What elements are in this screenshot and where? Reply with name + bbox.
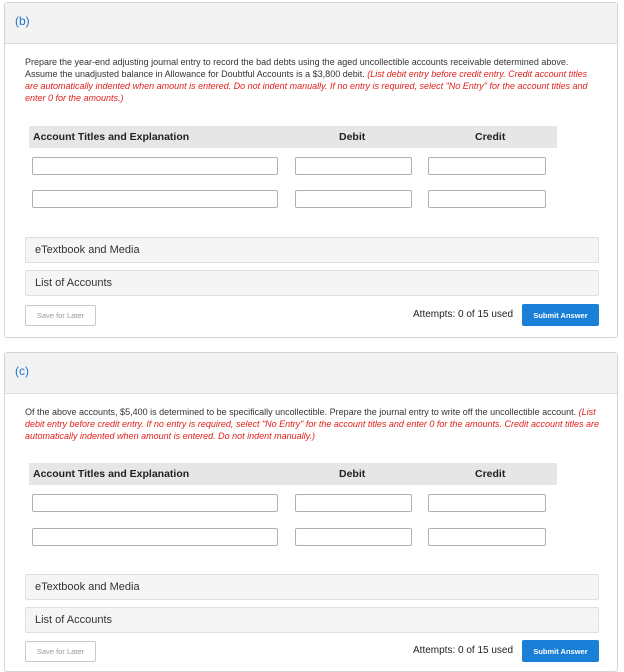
account-title-input-2[interactable] bbox=[32, 190, 278, 208]
header-debit: Debit bbox=[339, 468, 366, 480]
header-debit: Debit bbox=[339, 131, 366, 143]
list-of-accounts-bar[interactable] bbox=[25, 270, 599, 296]
submit-answer-button[interactable]: Submit Answer bbox=[522, 640, 599, 662]
credit-input-1[interactable] bbox=[428, 157, 546, 175]
header-credit: Credit bbox=[475, 131, 506, 143]
question-part-b bbox=[4, 2, 618, 338]
etextbook-media-bar[interactable] bbox=[25, 237, 599, 263]
question-text bbox=[25, 406, 601, 442]
attempts-counter: Attempts: 0 of 15 used bbox=[413, 309, 514, 320]
credit-input-2[interactable] bbox=[428, 190, 546, 208]
question-body: Of the above accounts, $5,400 is determined to be specifically uncollectible. Prepare the journal entry to write off the uncollectible account. bbox=[25, 407, 579, 417]
part-label: (b) bbox=[15, 14, 30, 28]
credit-input-2[interactable] bbox=[428, 528, 546, 546]
save-for-later-button[interactable]: Save for Later bbox=[25, 305, 96, 326]
debit-input-1[interactable] bbox=[295, 157, 412, 175]
question-instructions: (List debit entry before credit entry. If no entry is required, select "No Entry" for the account titles and enter 0 for the amounts. Credit account titles are automatically indented when amount is entered. Do not indent manually.) bbox=[25, 407, 600, 441]
credit-input-1[interactable] bbox=[428, 494, 546, 512]
question-text bbox=[25, 56, 601, 104]
list-of-accounts-label: List of Accounts bbox=[35, 614, 113, 626]
part-header bbox=[5, 3, 617, 44]
header-account-titles: Account Titles and Explanation bbox=[33, 131, 190, 143]
attempts-counter: Attempts: 0 of 15 used bbox=[413, 645, 514, 656]
question-body: Prepare the year-end adjusting journal entry to record the bad debts using the aged uncollectible accounts receivable determined above. Assume the unadjusted balance in Allowance for Doubtful Accounts is a $3,800 debit. bbox=[25, 57, 569, 79]
header-credit: Credit bbox=[475, 468, 506, 480]
journal-table-header bbox=[29, 463, 557, 485]
journal-table-header bbox=[29, 126, 557, 148]
question-part-c bbox=[4, 352, 618, 672]
etextbook-media-label: eTextbook and Media bbox=[35, 581, 140, 593]
save-for-later-button[interactable]: Save for Later bbox=[25, 641, 96, 662]
submit-answer-button[interactable]: Submit Answer bbox=[522, 304, 599, 326]
debit-input-2[interactable] bbox=[295, 528, 412, 546]
debit-input-2[interactable] bbox=[295, 190, 412, 208]
account-title-input-1[interactable] bbox=[32, 494, 278, 512]
list-of-accounts-label: List of Accounts bbox=[35, 277, 113, 289]
etextbook-media-bar[interactable] bbox=[25, 574, 599, 600]
part-label: (c) bbox=[15, 364, 29, 378]
account-title-input-2[interactable] bbox=[32, 528, 278, 546]
question-instructions: (List debit entry before credit entry. Credit account titles are automatically indented when amount is entered. Do not indent manually. If no entry is required, select "No Entry" for the account titles and enter 0 for the amounts.) bbox=[25, 69, 588, 103]
list-of-accounts-bar[interactable] bbox=[25, 607, 599, 633]
debit-input-1[interactable] bbox=[295, 494, 412, 512]
header-account-titles: Account Titles and Explanation bbox=[33, 468, 190, 480]
account-title-input-1[interactable] bbox=[32, 157, 278, 175]
etextbook-media-label: eTextbook and Media bbox=[35, 244, 140, 256]
part-header bbox=[5, 353, 617, 394]
